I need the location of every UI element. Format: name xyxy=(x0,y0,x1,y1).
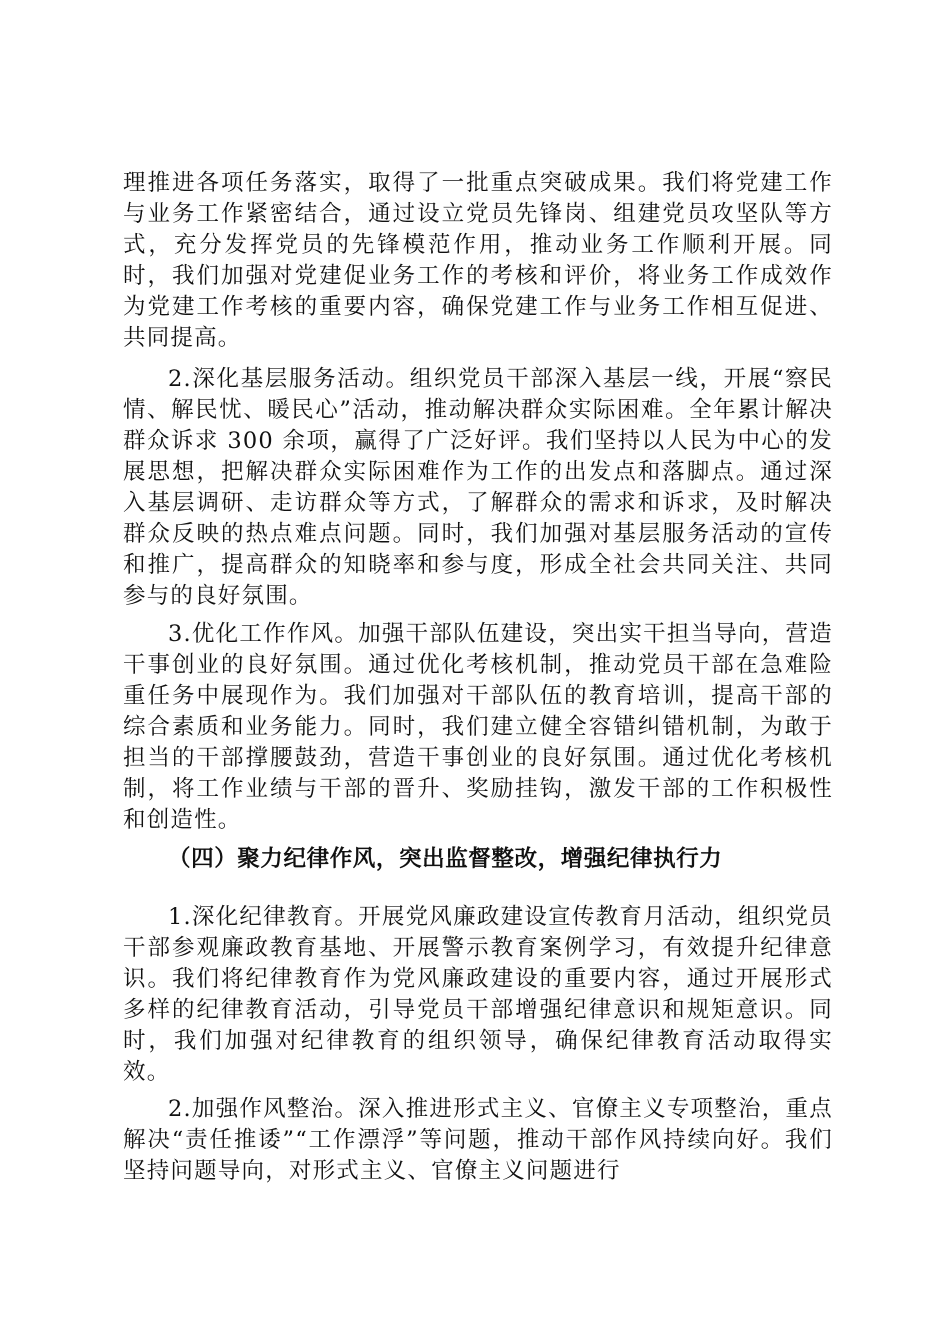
paragraph-party-building-business: 理推进各项任务落实，取得了一批重点突破成果。我们将党建工作与业务工作紧密结合，通过设立党员先锋岗、组建党员攻坚队等方式，充分发挥党员的先锋模范作用，推动业务工作顺利开展。同时，我们加强对党建促业务工作的考核和评价，将业务工作成效作为党建工作考核的重要内容，确保党建工作与业务工作相互促进、共同提高。 xyxy=(123,170,833,351)
paragraph-work-style: 3.优化工作作风。加强干部队伍建设，突出实干担当导向，营造干事创业的良好氛围。通过优化考核机制，推动党员干部在急难险重任务中展现作为。我们加强对干部队伍的教育培训，提高干部的综合素质和业务能力。同时，我们建立健全容错纠错机制，为敢于担当的干部撑腰鼓劲，营造干事创业的良好氛围。通过优化考核机制，将工作业绩与干部的晋升、奖励挂钩，激发干部的工作积极性和创造性。 xyxy=(123,621,833,833)
paragraph-discipline-education: 1.深化纪律教育。开展党风廉政建设宣传教育月活动，组织党员干部参观廉政教育基地、开展警示教育案例学习，有效提升纪律意识。我们将纪律教育作为党风廉政建设的重要内容，通过开展形式多样的纪律教育活动，引导党员干部增强纪律意识和规矩意识。同时，我们加强对纪律教育的组织领导，确保纪律教育活动取得实效。 xyxy=(123,904,833,1085)
section-heading-discipline: （四）聚力纪律作风，突出监督整改，增强纪律执行力 xyxy=(168,846,723,872)
paragraph-style-rectification: 2.加强作风整治。深入推进形式主义、官僚主义专项整治，重点解决“责任推诿”“工作漂浮”等问题，推动干部作风持续向好。我们坚持问题导向，对形式主义、官僚主义问题进行 xyxy=(123,1096,833,1184)
paragraph-grassroots-service: 2.深化基层服务活动。组织党员干部深入基层一线，开展“察民情、解民忧、暖民心”活动，推动解决群众实际困难。全年累计解决群众诉求 300 余项，赢得了广泛好评。我们坚持以人民为中心的发展思想，把解决群众实际困难作为工作的出发点和落脚点。通过深入基层调研、走访群众等方式，了解群众的需求和诉求，及时解决群众反映的热点难点问题。同时，我们加强对基层服务活动的宣传和推广，提高群众的知晓率和参与度，形成全社会共同关注、共同参与的良好氛围。 xyxy=(123,366,833,609)
